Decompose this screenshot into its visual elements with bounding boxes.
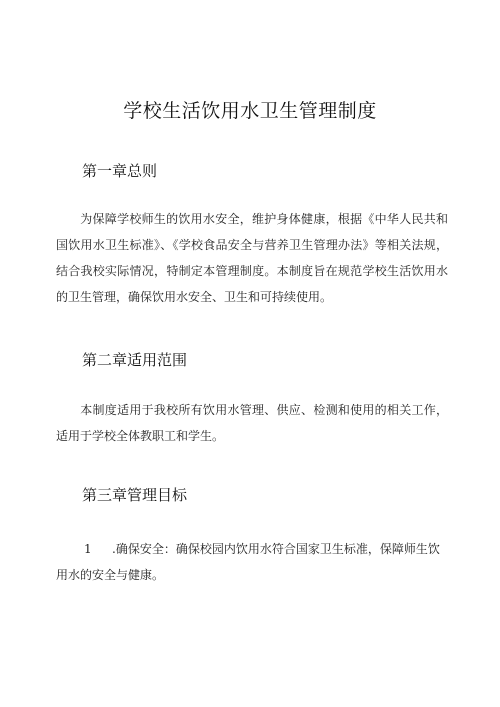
chapter-2-heading: 第二章适用范围 [82, 351, 188, 369]
chapter-1-paragraph [56, 206, 448, 310]
list-item-text: .确保安全：确保校园内饮用水符合国家卫生标准，保障师生饮用水的安全与健康。 [56, 542, 440, 582]
chapter-2-paragraph-text: 本制度适用于我校所有饮用水管理、供应、检测和使用的相关工作，适用于学校全体教职工和学生。 [56, 403, 448, 443]
chapter-1-heading: 第一章总则 [82, 162, 158, 180]
chapter-3-heading: 第三章管理目标 [82, 486, 188, 504]
chapter-3-list-item [56, 536, 448, 588]
chapter-1-paragraph-text: 为保障学校师生的饮用水安全，维护身体健康，根据《中华人民共和国饮用水卫生标准》、《学校食品安全与营养卫生管理办法》等相关法规，结合我校实际情况，特制定本管理制度。本制度旨在规范学校生活饮用水的卫生管理，确保饮用水安全、卫生和可持续使用。 [56, 212, 448, 304]
list-item-number: 1 [84, 542, 92, 556]
document-title: 学校生活饮用水卫生管理制度 [123, 100, 377, 122]
chapter-2-paragraph [56, 397, 448, 449]
